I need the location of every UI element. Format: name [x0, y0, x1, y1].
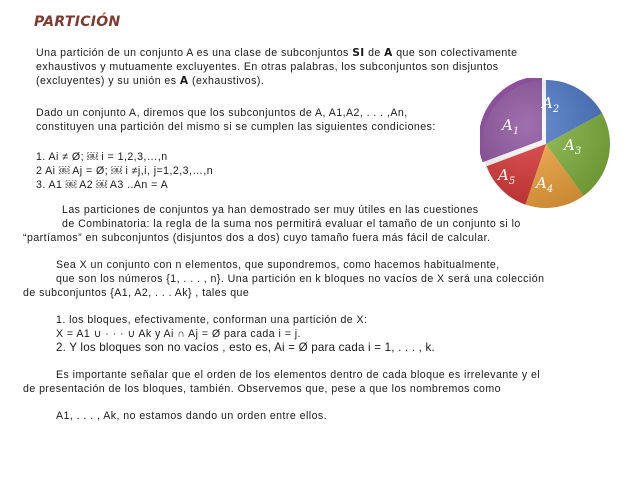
pie-label-a3: $A_3$ — [564, 136, 582, 157]
pie-label-a1: $A_1$ — [502, 116, 520, 137]
pie-label-a4: $A_4$ — [536, 174, 554, 195]
para3-line1: Las particiones de conjuntos ya han demostrado ser muy útiles en las cuestiones — [62, 204, 479, 216]
para1-text: que son colectivamente — [392, 47, 518, 59]
condition-3: 3. A1 ￼ A2 ￼ A3 ..An = A — [36, 179, 169, 191]
para1-line3 — [36, 74, 264, 88]
para1-bold-a: A — [179, 75, 189, 87]
page-title: PARTICIÓN — [34, 14, 121, 30]
list-line2: X = A1 ∪ · · · ∪ Ak y Ai ∩ Aj = Ø para cada i = j. — [56, 328, 301, 340]
para1-bold-si: SI — [352, 47, 365, 59]
para2-line1: Dado un conjunto A, diremos que los subconjuntos de A, A1,A2, . . . ,An, — [36, 107, 408, 119]
para1-bold-a: A — [384, 47, 393, 59]
partition-pie-illustration — [480, 78, 612, 210]
para1-line2: exhaustivos y mutuamente excluyentes. En otras palabras, los subconjuntos son disjuntos — [36, 61, 499, 73]
list-line1: 1. los bloques, efectivamente, conforman una partición de X: — [56, 314, 368, 326]
pie-label-a5: $A_5$ — [498, 166, 516, 187]
para3-line2: de Combinatoria: la regla de la suma nos permitirá evaluar el tamaño de un conjunto si lo — [62, 218, 521, 230]
para5-line3: A1, . . . , Ak, no estamos dando un orden entre ellos. — [56, 410, 328, 422]
para1-line1 — [36, 46, 517, 60]
para4-line1: Sea X un conjunto con n elementos, que supondremos, como hacemos habitualmente, — [56, 259, 500, 271]
para1-text: (exhaustivos). — [188, 75, 265, 87]
condition-1: 1. Ai ≠ Ø; ￼ i = 1,2,3,…,n — [36, 151, 168, 163]
para1-text: de — [364, 47, 385, 59]
para5-line2: de presentación de los bloques, también. Observemos que, pese a que los nombremos como — [23, 383, 502, 395]
para3-line3: “partíamos” en subconjuntos (disjuntos dos a dos) cuyo tamaño fuera más fácil de calcular. — [23, 232, 491, 244]
list-line3: 2. Y los bloques son no vacíos , esto es, Ai = Ø para cada i = 1, . . . , k. — [56, 341, 435, 354]
para4-line2: que son los números {1, . . . , n}. Una partición en k bloques no vacíos de X será una colección — [56, 273, 545, 285]
condition-2: 2 Ai ￼ Aj = Ø; ￼ i ≠j,i, j=1,2,3,…,n — [36, 165, 214, 177]
para4-line3: de subconjuntos {A1, A2, . . . Ak} , tales que — [23, 287, 250, 299]
para2-line2: constituyen una partición del mismo si se cumplen las siguientes condiciones: — [36, 121, 436, 133]
para1-text: Una partición de un conjunto A es una clase de subconjuntos — [36, 47, 353, 59]
para5-line1: Es importante señalar que el orden de los elementos dentro de cada bloque es irrelevante y el — [56, 369, 541, 381]
pie-label-a2: $A_2$ — [542, 94, 560, 115]
para1-text: (excluyentes) y su unión es — [36, 75, 180, 87]
